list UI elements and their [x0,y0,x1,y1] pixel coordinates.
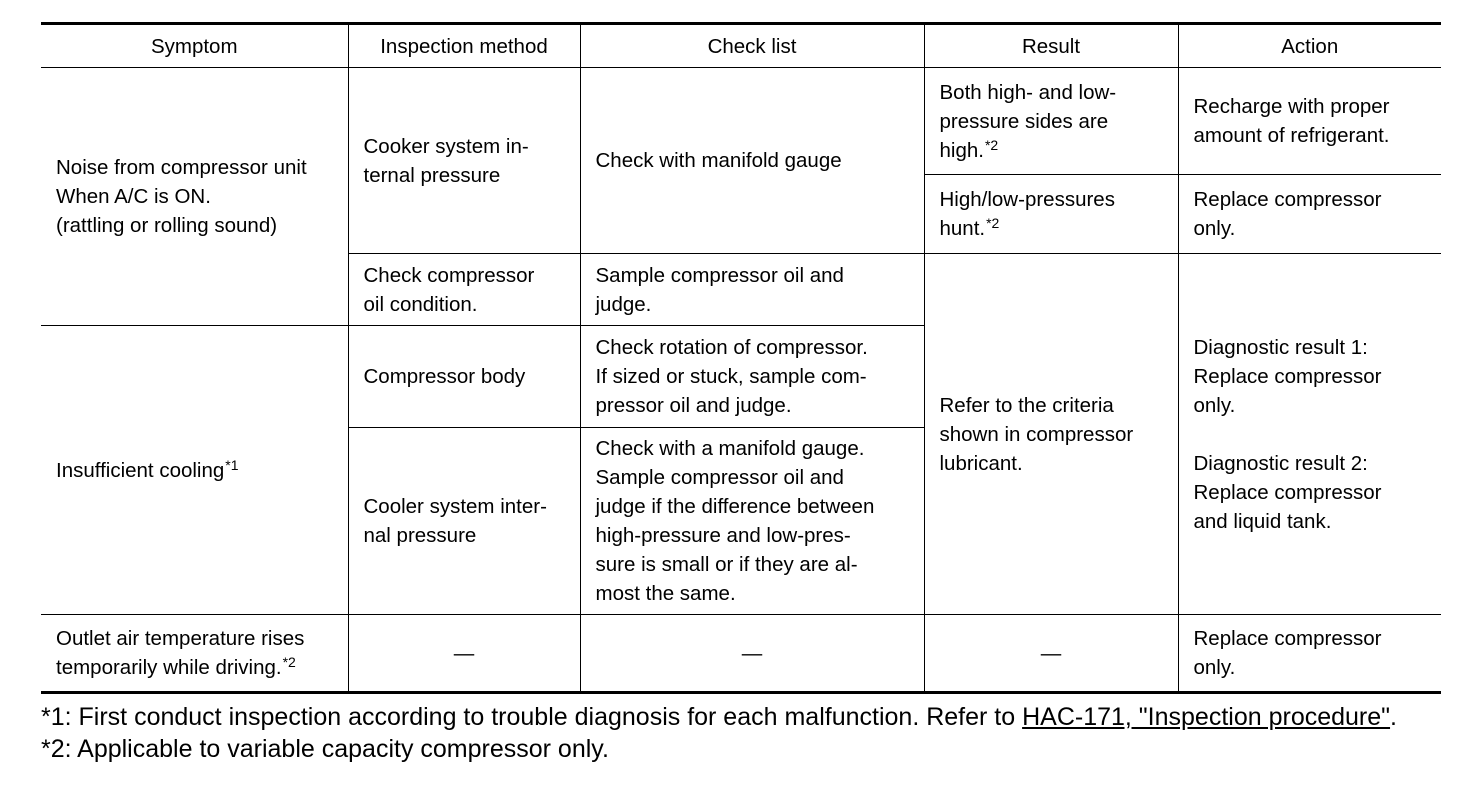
method-cooker-cell: Cooker system in- ternal pressure [348,68,580,254]
action-diagnostic-1: Diagnostic result 1: Replace compressor only. [1193,335,1382,417]
symptom-outlet-cell [41,615,348,693]
result-both-high-text: Both high- and low- pressure sides are high. [939,80,1117,162]
footnote-2: *2: Applicable to variable capacity compressor only. [41,735,609,763]
dash-cell: — [924,615,1178,693]
footnote-marker: *1 [225,456,239,473]
dash-cell: — [348,615,580,693]
symptom-insufficient-cell [41,326,348,615]
result-criteria-cell: Refer to the criteria shown in compressor lubricant. [924,254,1178,615]
check-gauge-long-cell: Check with a manifold gauge. Sample compressor oil and judge if the difference between high-pressure and low-pres- sure is small or if they are al- most the same. [580,428,924,615]
method-cooler-cell: Cooler system inter- nal pressure [348,428,580,615]
table-row [41,615,1441,693]
footnotes [41,701,1441,765]
compressor-diagnosis-table [41,22,1441,694]
action-replace-cell: Replace compressor only. [1178,175,1441,254]
inspection-procedure-link[interactable]: HAC-171, "Inspection procedure" [1022,703,1391,731]
header-symptom: Symptom [41,24,348,68]
check-rotation-cell: Check rotation of compressor. If sized or stuck, sample com- pressor oil and judge. [580,326,924,428]
footnote-marker: *2 [986,215,1000,231]
check-oil-cell: Sample compressor oil and judge. [580,254,924,326]
dash-cell: — [580,615,924,693]
footnote-marker: *2 [282,654,296,670]
header-result: Result [924,24,1178,68]
check-manifold-cell: Check with manifold gauge [580,68,924,254]
footnote-1 [41,701,1441,733]
action-diagnostic-cell [1178,254,1441,615]
result-both-high-cell [924,68,1178,175]
footnote-1-end: . [1390,703,1397,731]
result-hunt-cell [924,175,1178,254]
symptom-insufficient-text: Insufficient cooling [56,458,225,482]
action-diagnostic-2: Diagnostic result 2: Replace compressor and liquid tank. [1193,451,1382,533]
method-oil-cell: Check compressor oil condition. [348,254,580,326]
footnote-1-text: *1: First conduct inspection according to trouble diagnosis for each malfunction. Refer to [41,703,1023,731]
table-header-row [41,24,1441,68]
action-recharge-cell: Recharge with proper amount of refrigerant. [1178,68,1441,175]
symptom-outlet-text: Outlet air temperature rises temporarily while driving. [56,627,305,679]
header-action: Action [1178,24,1441,68]
result-hunt-text: High/low-pressures hunt. [939,188,1115,240]
document-page [41,22,1441,765]
action-replace-cell: Replace compressor only. [1178,615,1441,693]
table-row [41,68,1441,175]
header-inspection-method: Inspection method [348,24,580,68]
method-body-cell: Compressor body [348,326,580,428]
header-check-list: Check list [580,24,924,68]
symptom-noise-cell: Noise from compressor unit When A/C is ON. (rattling or rolling sound) [41,68,348,326]
footnote-marker: *2 [984,136,999,153]
